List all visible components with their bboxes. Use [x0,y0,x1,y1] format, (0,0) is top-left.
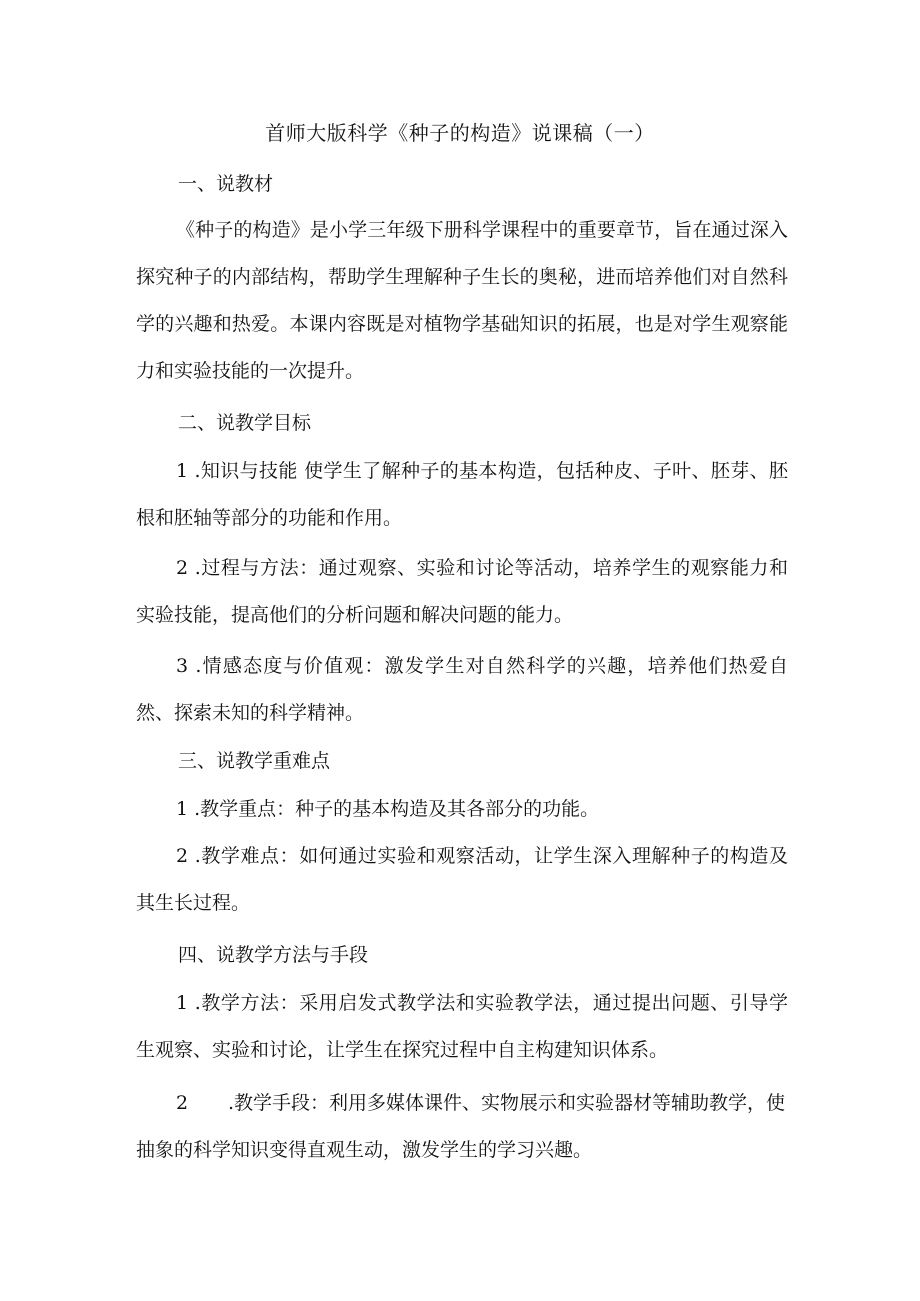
key-point-item-difficulty: 2 .教学难点：如何通过实验和观察活动，让学生深入理解种子的构造及其生长过程。 [136,845,788,914]
method-item-tools-text: .教学手段：利用多媒体课件、实物展示和实验器材等辅助教学，使抽象的科学知识变得直观生动，激发学生的学习兴趣。 [136,1092,786,1161]
section-heading-teaching-goals: 二、说教学目标 [178,412,312,434]
goal-item-knowledge: 1 .知识与技能 使学生了解种子的基本构造，包括种皮、子叶、胚芽、胚根和胚轴等部分的功能和作用。 [136,460,788,529]
method-item-approach: 1 .教学方法：采用启发式教学法和实验教学法，通过提出问题、引导学生观察、实验和讨论，让学生在探究过程中自主构建知识体系。 [136,992,788,1061]
section-heading-teaching-material: 一、说教材 [178,173,274,195]
document-title: 首师大版科学《种子的构造》说课稿（一） [265,121,655,145]
section-heading-methods: 四、说教学方法与手段 [178,944,369,966]
goal-item-emotion: 3 .情感态度与价值观：激发学生对自然科学的兴趣，培养他们热爱自然、探索未知的科学精神。 [136,655,788,724]
method-item-tools [136,1080,788,1174]
method-item-tools-number: 2 [176,1092,189,1114]
goal-item-process: 2 .过程与方法：通过观察、实验和讨论等活动，培养学生的观察能力和实验技能，提高他们的分析问题和解决问题的能力。 [136,557,788,626]
section-heading-key-points: 三、说教学重难点 [178,750,331,772]
paragraph-teaching-material: 《种子的构造》是小学三年级下册科学课程中的重要章节，旨在通过深入探究种子的内部结构，帮助学生理解种子生长的奥秘，进而培养他们对自然科学的兴趣和热爱。本课内容既是对植物学基础知识的拓展，也是对学生观察能力和实验技能的一次提升。 [136,219,788,382]
key-point-item-focus: 1 .教学重点：种子的基本构造及其各部分的功能。 [176,798,600,820]
